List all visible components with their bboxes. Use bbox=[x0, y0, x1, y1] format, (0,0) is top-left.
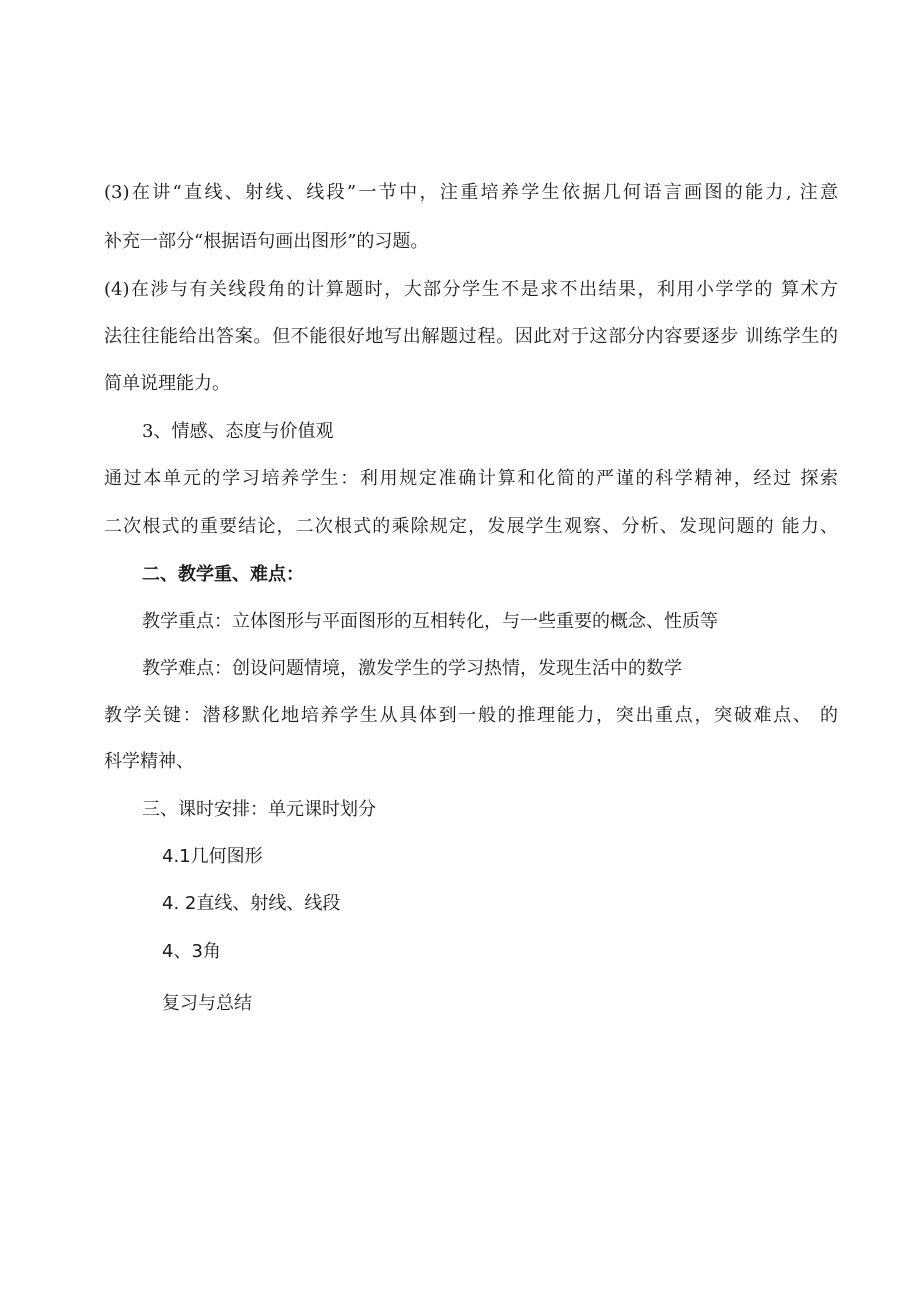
section3-body-line2: 二次根式的重要结论，二次根式的乘除规定，发展学生观察、分析、发现问题的 能力、 bbox=[104, 516, 838, 537]
schedule-item: 复习与总结 bbox=[162, 993, 252, 1014]
schedule-heading: 三、课时安排：单元课时划分 bbox=[142, 799, 376, 820]
teaching-key-line1: 教学关键：潜移默化地培养学生从具体到一般的推理能力，突出重点，突破难点、 的 bbox=[104, 705, 838, 726]
teaching-key-line2: 科学精神、 bbox=[104, 751, 194, 772]
item4-line3: 简单说理能力。 bbox=[104, 373, 230, 394]
teaching-focus: 教学重点：立体图形与平面图形的互相转化，与一些重要的概念、性质等 bbox=[142, 611, 718, 632]
schedule-item: 4. 2直线、射线、线段 bbox=[162, 893, 341, 914]
key-points-heading: 二、教学重、难点： bbox=[142, 564, 304, 585]
teaching-difficulty: 教学难点：创设问题情境，激发学生的学习热情，发现生活中的数学 bbox=[142, 658, 682, 679]
item3-line2: 补充一部分“根据语句画出图形”的习题。 bbox=[104, 231, 429, 252]
section3-heading: 3、情感、态度与价值观 bbox=[142, 421, 334, 442]
item4-line1: (4)在涉与有关线段角的计算题时，大部分学生不是求不出结果，利用小学学的 算术方 bbox=[104, 279, 838, 300]
section3-body-line1: 通过本单元的学习培养学生：利用规定准确计算和化简的严谨的科学精神，经过 探索 bbox=[104, 468, 838, 489]
item3-line1: (3)在讲“直线、射线、线段”一节中，注重培养学生依据几何语言画图的能力, 注意 bbox=[104, 182, 838, 203]
schedule-item: 4、3角 bbox=[162, 941, 221, 962]
item4-line2: 法往往能给出答案。但不能很好地写出解题过程。因此对于这部分内容要逐步 训练学生的 bbox=[104, 326, 838, 347]
schedule-item: 4.1几何图形 bbox=[162, 846, 263, 867]
